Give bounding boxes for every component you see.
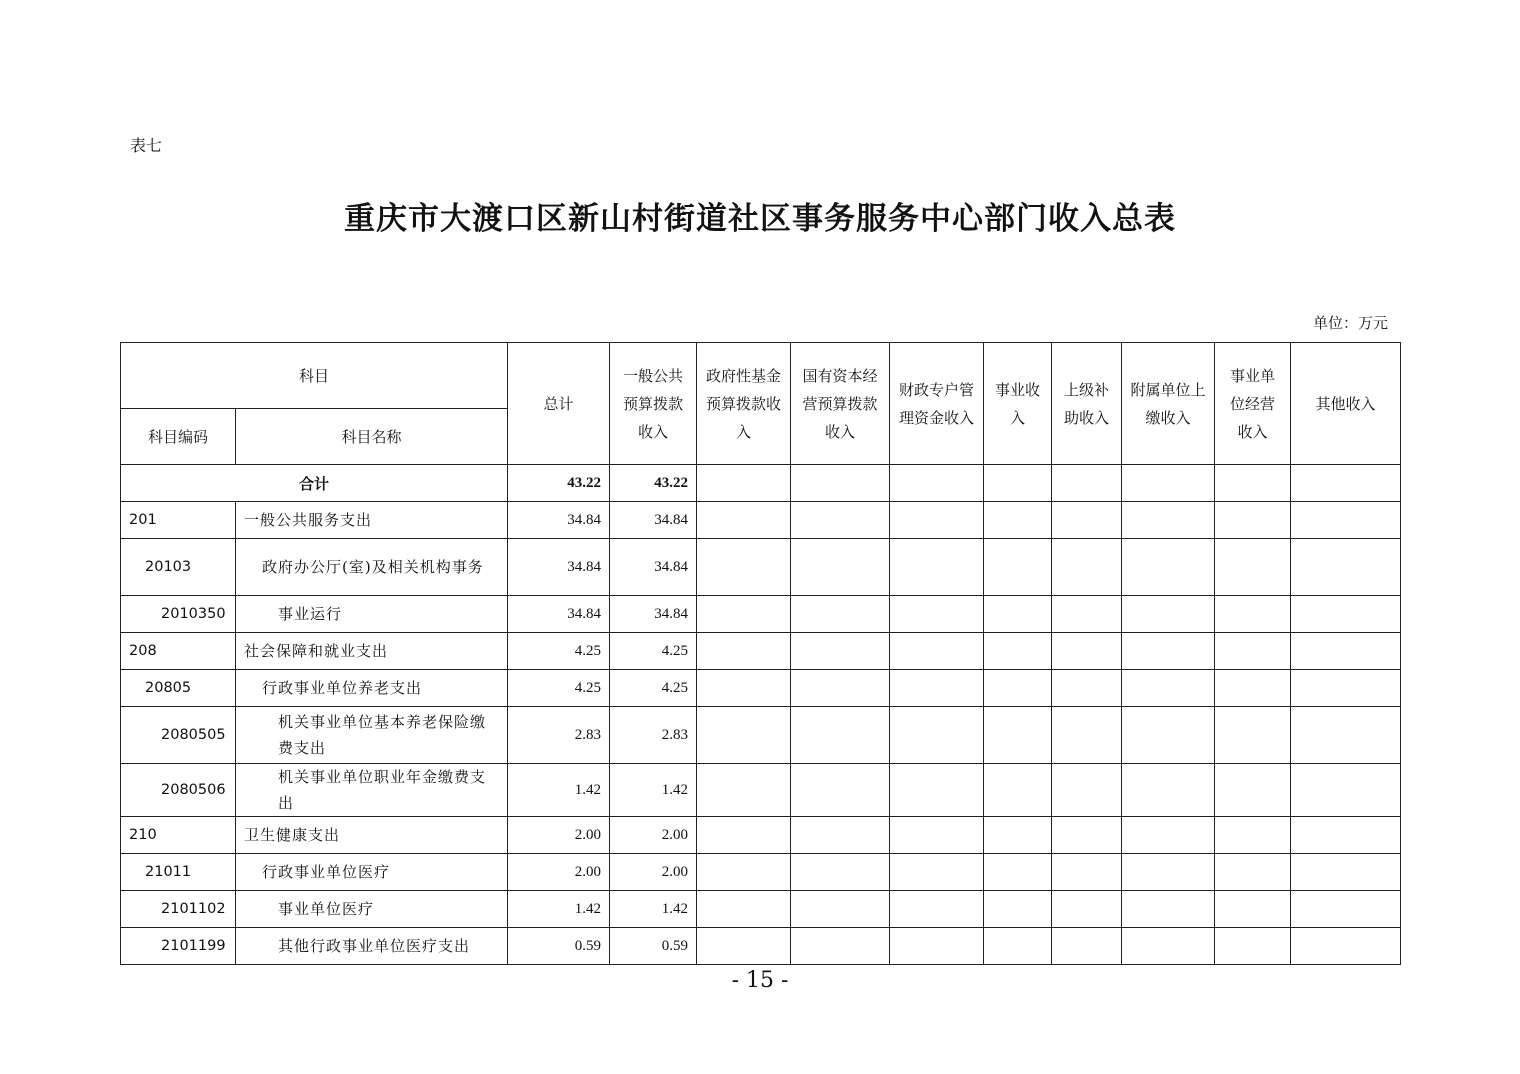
row-total: 2.00: [508, 854, 610, 891]
subject-name: 社会保障和就业支出: [236, 633, 508, 670]
subject-name: 一般公共服务支出: [236, 502, 508, 539]
empty-cell: [984, 707, 1052, 764]
empty-cell: [890, 633, 984, 670]
empty-cell: [1215, 539, 1291, 596]
table-row: [121, 633, 1401, 670]
empty-cell: [890, 670, 984, 707]
empty-cell: [1122, 596, 1215, 633]
empty-cell: [697, 854, 791, 891]
empty-cell: [1291, 817, 1401, 854]
empty-cell: [697, 633, 791, 670]
empty-cell: [791, 539, 890, 596]
empty-cell: [1291, 539, 1401, 596]
header-operation: 事业单位经营收入: [1215, 343, 1291, 465]
empty-cell: [697, 764, 791, 817]
summary-row: [121, 465, 1401, 502]
empty-cell: [890, 539, 984, 596]
empty-cell: [1122, 764, 1215, 817]
empty-cell: [1215, 596, 1291, 633]
header-affiliated: 附属单位上缴收入: [1122, 343, 1215, 465]
empty-cell: [791, 633, 890, 670]
header-state-capital: 国有资本经营预算拨款收入: [791, 343, 890, 465]
row-general-budget: 34.84: [610, 596, 697, 633]
empty-cell: [1215, 670, 1291, 707]
empty-cell: [791, 764, 890, 817]
row-general-budget: 2.00: [610, 854, 697, 891]
row-total: 4.25: [508, 670, 610, 707]
header-fiscal-special: 财政专户管理资金收入: [890, 343, 984, 465]
table-row: [121, 891, 1401, 928]
empty-cell: [1291, 633, 1401, 670]
subject-code: 2080506: [121, 764, 236, 817]
row-general-budget: 2.83: [610, 707, 697, 764]
empty-cell: [984, 854, 1052, 891]
row-total: 34.84: [508, 539, 610, 596]
empty-cell: [791, 502, 890, 539]
empty-cell: [697, 670, 791, 707]
empty-cell: [1291, 502, 1401, 539]
row-total: 4.25: [508, 633, 610, 670]
empty-cell: [984, 817, 1052, 854]
empty-cell: [1122, 502, 1215, 539]
row-general-budget: 34.84: [610, 539, 697, 596]
subject-name: 机关事业单位职业年金缴费支出: [236, 764, 508, 817]
subject-name: 其他行政事业单位医疗支出: [236, 928, 508, 965]
empty-cell: [1052, 539, 1122, 596]
empty-cell: [890, 891, 984, 928]
row-general-budget: 2.00: [610, 817, 697, 854]
subject-code: 201: [121, 502, 236, 539]
empty-cell: [697, 817, 791, 854]
empty-cell: [1215, 854, 1291, 891]
empty-cell: [1291, 764, 1401, 817]
empty-cell: [791, 670, 890, 707]
row-general-budget: 1.42: [610, 764, 697, 817]
table-row: [121, 502, 1401, 539]
empty-cell: [697, 707, 791, 764]
empty-cell: [984, 596, 1052, 633]
empty-cell: [791, 596, 890, 633]
page-number: - 15 -: [731, 968, 789, 993]
empty-cell: [1215, 633, 1291, 670]
empty-cell: [1052, 764, 1122, 817]
subject-name: 行政事业单位医疗: [236, 854, 508, 891]
subject-code: 210: [121, 817, 236, 854]
empty-cell: [1052, 502, 1122, 539]
subject-code: 208: [121, 633, 236, 670]
empty-cell: [1052, 891, 1122, 928]
subject-name: 事业单位医疗: [236, 891, 508, 928]
empty-cell: [1215, 502, 1291, 539]
subject-code: 21011: [121, 854, 236, 891]
subject-name: 机关事业单位基本养老保险缴费支出: [236, 707, 508, 764]
empty-cell: [1291, 670, 1401, 707]
row-general-budget: 4.25: [610, 670, 697, 707]
empty-cell: [1215, 707, 1291, 764]
empty-cell: [984, 891, 1052, 928]
empty-cell: [697, 928, 791, 965]
table-row: [121, 764, 1401, 817]
empty-cell: [1122, 633, 1215, 670]
empty-cell: [984, 928, 1052, 965]
empty-cell: [890, 817, 984, 854]
row-total: 34.84: [508, 502, 610, 539]
empty-cell: [890, 707, 984, 764]
empty-cell: [1122, 891, 1215, 928]
table-row: [121, 707, 1401, 764]
subject-code: 20805: [121, 670, 236, 707]
empty-cell: [697, 596, 791, 633]
empty-cell: [1291, 928, 1401, 965]
empty-cell: [1291, 707, 1401, 764]
empty-cell: [1291, 854, 1401, 891]
table-row: [121, 596, 1401, 633]
empty-cell: [890, 764, 984, 817]
header-business: 事业收入: [984, 343, 1052, 465]
table-row: [121, 854, 1401, 891]
empty-cell: [1215, 891, 1291, 928]
empty-cell: [1122, 707, 1215, 764]
subject-code: 2080505: [121, 707, 236, 764]
header-total: 总计: [508, 343, 610, 465]
empty-cell: [1052, 596, 1122, 633]
empty-cell: [1122, 817, 1215, 854]
empty-cell: [791, 928, 890, 965]
subject-name: 政府办公厅(室)及相关机构事务: [236, 539, 508, 596]
row-general-budget: 34.84: [610, 502, 697, 539]
income-table: [120, 342, 1401, 965]
subject-name: 卫生健康支出: [236, 817, 508, 854]
row-general-budget: 0.59: [610, 928, 697, 965]
header-general-budget: 一般公共预算拨款收入: [610, 343, 697, 465]
table-row: [121, 670, 1401, 707]
empty-cell: [984, 502, 1052, 539]
row-total: 2.83: [508, 707, 610, 764]
table-label: 表七: [130, 136, 163, 155]
header-upper-subsidy: 上级补助收入: [1052, 343, 1122, 465]
empty-cell: [984, 670, 1052, 707]
table-row: [121, 928, 1401, 965]
empty-cell: [1215, 817, 1291, 854]
empty-cell: [984, 764, 1052, 817]
header-other: 其他收入: [1291, 343, 1401, 465]
header-name: 科目名称: [236, 409, 508, 465]
empty-cell: [1052, 928, 1122, 965]
empty-cell: [890, 854, 984, 891]
row-total: 1.42: [508, 764, 610, 817]
header-gov-fund: 政府性基金预算拨款收入: [697, 343, 791, 465]
empty-cell: [697, 502, 791, 539]
empty-cell: [1215, 928, 1291, 965]
table-row: [121, 817, 1401, 854]
subject-name: 事业运行: [236, 596, 508, 633]
empty-cell: [1291, 596, 1401, 633]
empty-cell: [984, 539, 1052, 596]
empty-cell: [1122, 670, 1215, 707]
empty-cell: [1052, 633, 1122, 670]
empty-cell: [791, 817, 890, 854]
empty-cell: [697, 539, 791, 596]
summary-label: 合计: [121, 465, 508, 502]
row-total: 0.59: [508, 928, 610, 965]
row-total: 2.00: [508, 817, 610, 854]
empty-cell: [890, 596, 984, 633]
header-code: 科目编码: [121, 409, 236, 465]
empty-cell: [1052, 670, 1122, 707]
row-total: 1.42: [508, 891, 610, 928]
empty-cell: [1291, 891, 1401, 928]
subject-code: 2101102: [121, 891, 236, 928]
empty-cell: [1122, 854, 1215, 891]
subject-code: 2101199: [121, 928, 236, 965]
empty-cell: [1052, 707, 1122, 764]
summary-general-budget: 43.22: [610, 465, 697, 502]
empty-cell: [890, 928, 984, 965]
row-general-budget: 4.25: [610, 633, 697, 670]
header-subject: 科目: [121, 343, 508, 409]
page-title: 重庆市大渡口区新山村街道社区事务服务中心部门收入总表: [344, 201, 1176, 237]
empty-cell: [1122, 928, 1215, 965]
empty-cell: [791, 891, 890, 928]
subject-code: 20103: [121, 539, 236, 596]
empty-cell: [890, 502, 984, 539]
row-total: 34.84: [508, 596, 610, 633]
empty-cell: [791, 707, 890, 764]
empty-cell: [1052, 854, 1122, 891]
empty-cell: [697, 891, 791, 928]
unit-label: 单位：万元: [1312, 314, 1388, 332]
empty-cell: [1215, 764, 1291, 817]
empty-cell: [1052, 817, 1122, 854]
summary-total: 43.22: [508, 465, 610, 502]
subject-code: 2010350: [121, 596, 236, 633]
empty-cell: [984, 633, 1052, 670]
subject-name: 行政事业单位养老支出: [236, 670, 508, 707]
table-row: [121, 539, 1401, 596]
empty-cell: [1122, 539, 1215, 596]
empty-cell: [791, 854, 890, 891]
row-general-budget: 1.42: [610, 891, 697, 928]
